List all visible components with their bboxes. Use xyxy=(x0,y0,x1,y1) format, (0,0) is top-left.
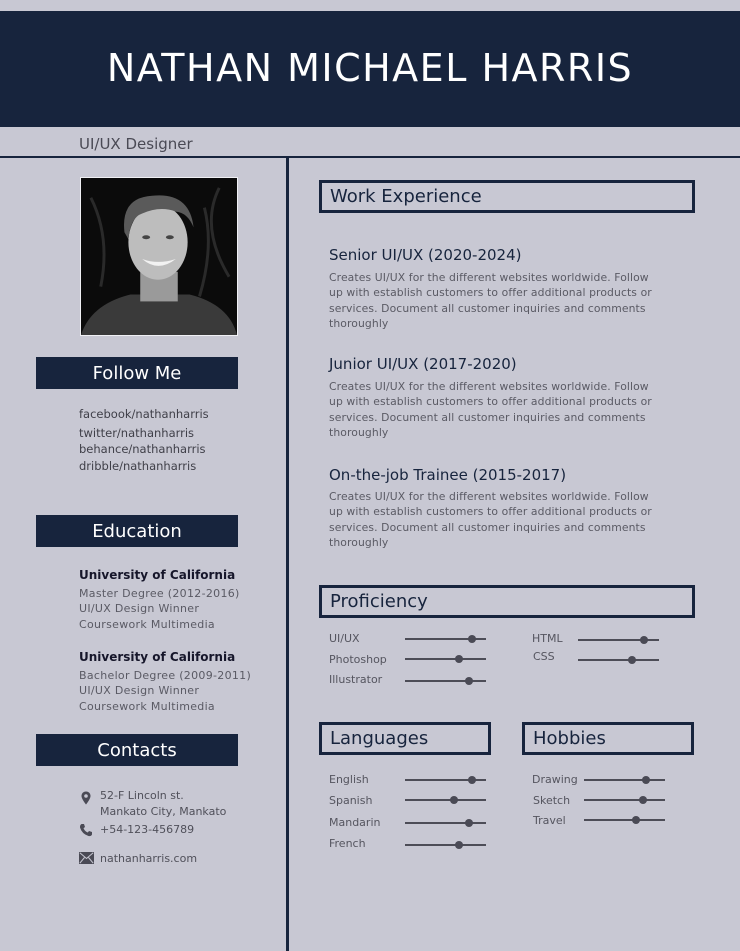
job-title: Junior UI/UX (2017-2020) xyxy=(329,355,517,373)
horizontal-divider xyxy=(0,156,740,158)
hobby-slider-travel xyxy=(584,819,665,821)
hobbies-heading: Hobbies xyxy=(522,722,694,755)
language-label-mandarin: Mandarin xyxy=(329,816,381,829)
language-slider-english xyxy=(405,779,486,781)
languages-heading: Languages xyxy=(319,722,491,755)
language-label-english: English xyxy=(329,773,369,786)
slider-knob xyxy=(642,776,650,784)
hobby-label-drawing: Drawing xyxy=(532,773,578,786)
envelope-icon xyxy=(79,852,94,864)
slider-knob xyxy=(455,841,463,849)
skill-label-css: CSS xyxy=(533,650,555,663)
social-link-facebook[interactable]: facebook/nathanharris xyxy=(79,407,209,421)
job-description: Creates UI/UX for the different websites worldwide. Follow up with establish customers to offer additional products or services. Document all customer inquiries and comments thoroughly xyxy=(329,271,652,331)
skill-slider-photoshop xyxy=(405,658,486,660)
education-award: UI/UX Design Winner xyxy=(79,602,200,615)
education-award: UI/UX Design Winner xyxy=(79,684,200,697)
education-degree: Master Degree (2012-2016) xyxy=(79,587,240,600)
address-line-1: 52-F Lincoln st. xyxy=(100,789,184,802)
portrait-image xyxy=(81,178,237,335)
slider-knob xyxy=(640,636,648,644)
social-link-dribble[interactable]: dribble/nathanharris xyxy=(79,459,197,473)
website[interactable]: nathanharris.com xyxy=(100,852,198,865)
candidate-name: NATHAN MICHAEL HARRIS xyxy=(106,46,634,90)
language-label-french: French xyxy=(329,837,366,850)
language-slider-spanish xyxy=(405,799,486,801)
skill-slider-html xyxy=(578,639,659,641)
header-banner xyxy=(0,11,740,127)
job-description: Creates UI/UX for the different websites worldwide. Follow up with establish customers to offer additional products or services. Document all customer inquiries and comments thoroughly xyxy=(329,490,652,550)
job-title: On-the-job Trainee (2015-2017) xyxy=(329,466,567,484)
hobby-label-travel: Travel xyxy=(533,814,566,827)
education-coursework: Coursework Multimedia xyxy=(79,700,215,713)
language-label-spanish: Spanish xyxy=(329,794,373,807)
skill-label-html: HTML xyxy=(532,632,563,645)
language-slider-french xyxy=(405,844,486,846)
education-school: University of California xyxy=(79,650,236,664)
address-line-2: Mankato City, Mankato xyxy=(100,805,227,818)
follow-me-heading: Follow Me xyxy=(36,357,238,389)
job-subtitle: UI/UX Designer xyxy=(79,135,193,153)
slider-knob xyxy=(465,819,473,827)
slider-knob xyxy=(639,796,647,804)
education-coursework: Coursework Multimedia xyxy=(79,618,215,631)
skill-slider-illustrator xyxy=(405,680,486,682)
education-school: University of California xyxy=(79,568,236,582)
slider-knob xyxy=(450,796,458,804)
proficiency-heading: Proficiency xyxy=(319,585,695,618)
vertical-divider xyxy=(286,157,289,951)
hobby-slider-sketch xyxy=(584,799,665,801)
hobby-label-sketch: Sketch xyxy=(533,794,571,807)
hobby-slider-drawing xyxy=(584,779,665,781)
social-link-behance[interactable]: behance/nathanharris xyxy=(79,442,206,456)
slider-knob xyxy=(628,656,636,664)
education-heading: Education xyxy=(36,515,238,547)
phone-icon xyxy=(79,823,93,837)
work-experience-heading: Work Experience xyxy=(319,180,695,213)
profile-photo xyxy=(80,177,238,336)
job-description: Creates UI/UX for the different websites worldwide. Follow up with establish customers to offer additional products or services. Document all customer inquiries and comments thoroughly xyxy=(329,380,652,440)
phone-number[interactable]: +54-123-456789 xyxy=(100,823,195,836)
contacts-heading: Contacts xyxy=(36,734,238,766)
location-pin-icon xyxy=(79,791,93,805)
slider-knob xyxy=(632,816,640,824)
slider-knob xyxy=(468,635,476,643)
skill-label-illustrator: Illustrator xyxy=(329,673,383,686)
slider-knob xyxy=(465,677,473,685)
slider-knob xyxy=(468,776,476,784)
skill-label-uiux: UI/UX xyxy=(329,632,360,645)
social-link-twitter[interactable]: twitter/nathanharris xyxy=(79,426,195,440)
education-degree: Bachelor Degree (2009-2011) xyxy=(79,669,252,682)
job-title: Senior UI/UX (2020-2024) xyxy=(329,246,522,264)
skill-slider-uiux xyxy=(405,638,486,640)
language-slider-mandarin xyxy=(405,822,486,824)
skill-slider-css xyxy=(578,659,659,661)
slider-knob xyxy=(455,655,463,663)
skill-label-photoshop: Photoshop xyxy=(329,653,387,666)
